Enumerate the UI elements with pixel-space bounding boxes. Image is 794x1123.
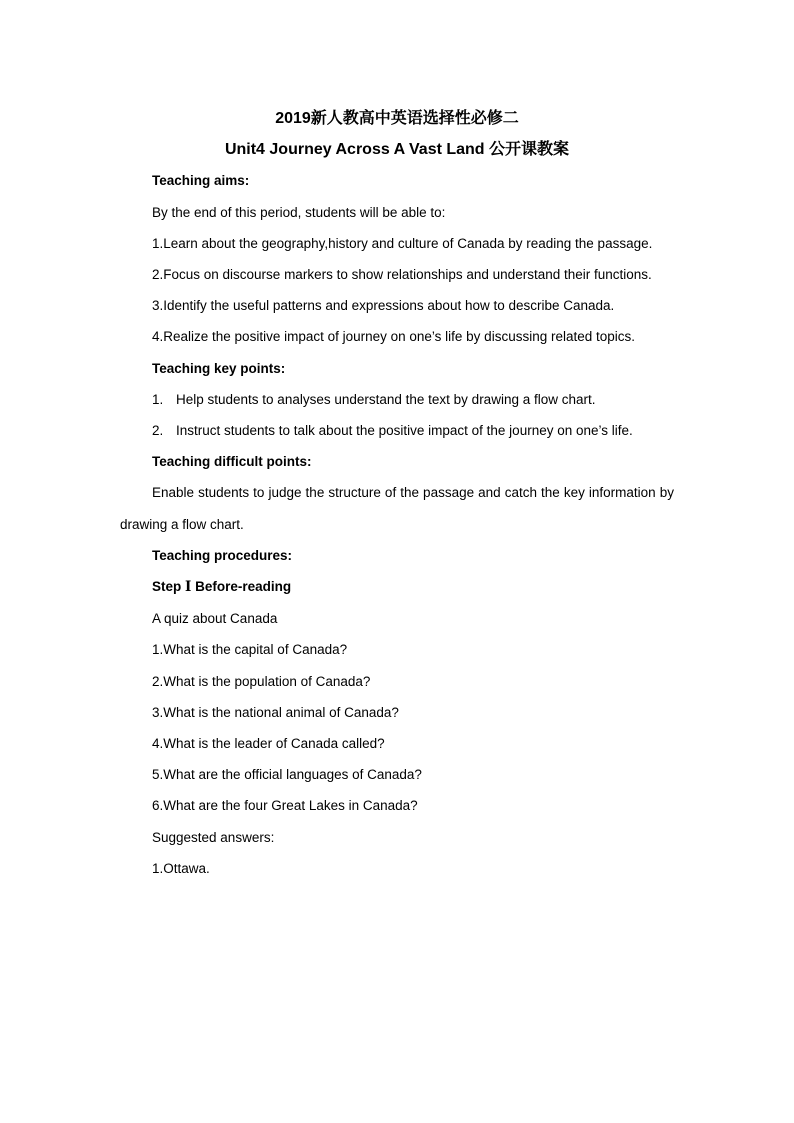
aims-intro: By the end of this period, students will be able to: [152, 204, 446, 220]
key-point-item [120, 415, 674, 446]
aim-item: 3.Identify the useful patterns and expressions about how to describe Canada. [152, 298, 615, 314]
quiz-question: 5.What are the official languages of Canada? [152, 767, 422, 783]
document-subtitle: Unit4 Journey Across A Vast Land 公开课教案 [224, 141, 570, 159]
document-body [120, 103, 674, 884]
key-point-text: Help students to analyses understand the text by drawing a flow chart. [176, 391, 596, 407]
quiz-question: 2.What is the population of Canada? [152, 673, 371, 689]
aim-item: 4.Realize the positive impact of journey on one’s life by discussing related topics. [152, 329, 636, 345]
answer-item: 1.Ottawa. [152, 860, 210, 876]
difficult-points-text: Enable students to judge the structure of the passage and catch the key information by drawing a flow chart. [120, 485, 674, 532]
quiz-question: 1.What is the capital of Canada? [152, 642, 348, 658]
step-roman-numeral: Ⅰ [185, 579, 192, 596]
document-title: 2019新人教高中英语选择性必修二 [275, 110, 519, 127]
difficult-points-heading: Teaching difficult points: [152, 454, 312, 470]
key-point-text: Instruct students to talk about the positive impact of the journey on one’s life. [176, 423, 633, 439]
aim-item: 2.Focus on discourse markers to show relationships and understand their functions. [152, 267, 652, 283]
quiz-question: 3.What is the national animal of Canada? [152, 704, 399, 720]
quiz-question: 6.What are the four Great Lakes in Canada? [152, 798, 418, 814]
step-label: Before-reading [191, 579, 292, 595]
procedures-heading: Teaching procedures: [152, 547, 293, 563]
step-prefix: Step [152, 579, 186, 595]
teaching-aims-heading: Teaching aims: [152, 173, 250, 189]
answers-heading: Suggested answers: [152, 829, 275, 845]
quiz-intro: A quiz about Canada [152, 611, 278, 627]
key-point-number: 2. [152, 423, 164, 439]
key-point-number: 1. [152, 391, 164, 407]
quiz-question: 4.What is the leader of Canada called? [152, 736, 385, 752]
key-point-item [120, 384, 674, 415]
step-heading [120, 571, 674, 603]
aim-item: 1.Learn about the geography,history and culture of Canada by reading the passage. [152, 235, 653, 251]
key-points-heading: Teaching key points: [152, 360, 286, 376]
